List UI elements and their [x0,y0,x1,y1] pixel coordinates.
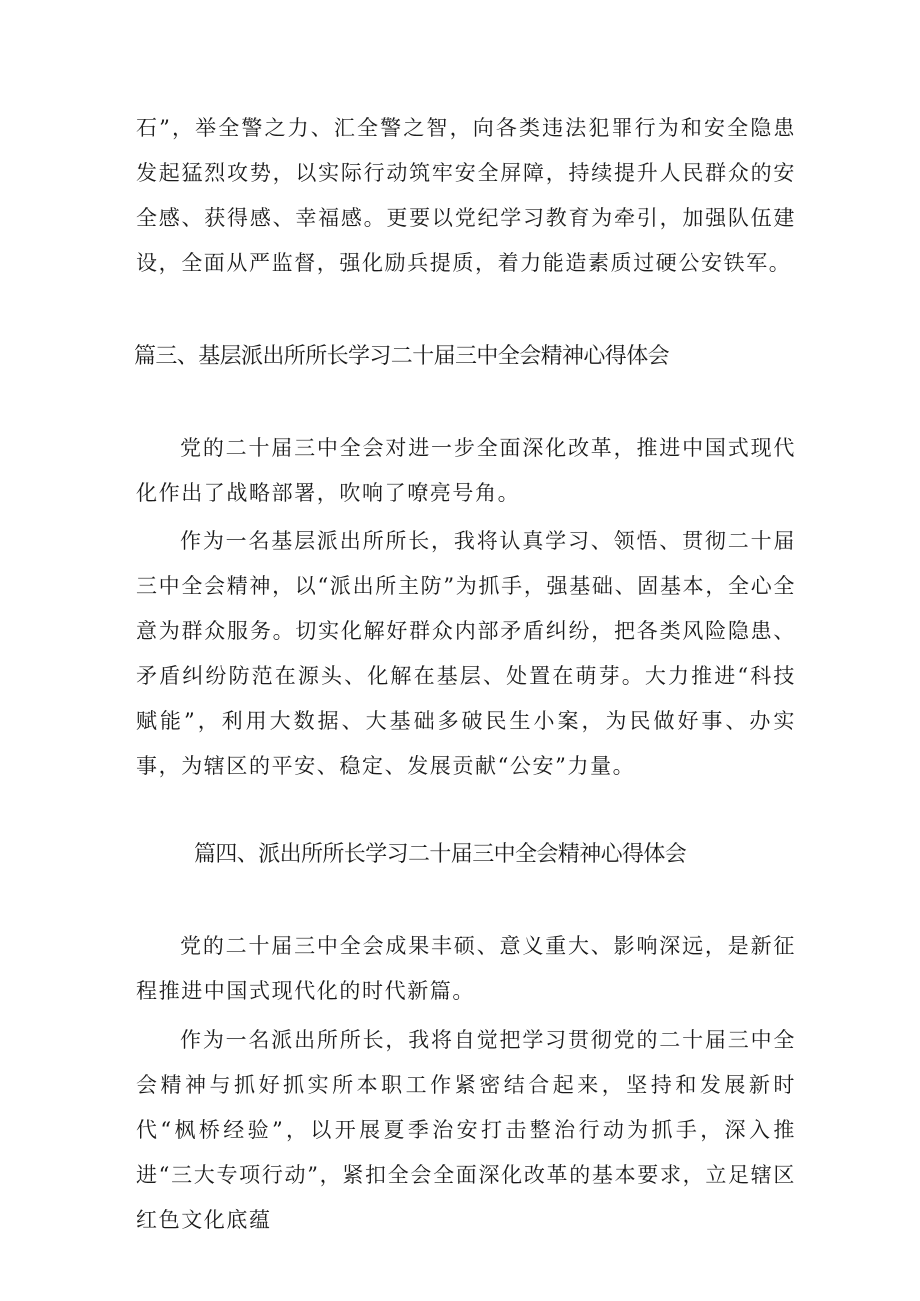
continued-paragraph: 石”，举全警之力、汇全警之智，向各类违法犯罪行为和安全隐患发起猛烈攻势，以实际行动筑牢安全屏障，持续提升人民群众的安全感、获得感、幸福感。更要以党纪学习教育为牵引，加强队伍建设，全面从严监督，强化励兵提质，着力能造素质过硬公安铁军。 [136,116,796,275]
section-three-paragraph-2: 作为一名基层派出所所长，我将认真学习、领悟、贯彻二十届三中全会精神，以“派出所主防”为抓手，强基础、固基本，全心全意为群众服务。切实化解好群众内部矛盾纠纷，把各类风险隐患、矛盾纠纷防范在源头、化解在基层、处置在萌芽。大力推进“科技赋能”，利用大数据、大基础多破民生小案，为民做好事、办实事，为辖区的平安、稳定、发展贡献“公安”力量。 [136,529,796,778]
section-four-paragraph-1: 党的二十届三中全会成果丰硕、意义重大、影响深远，是新征程推进中国式现代化的时代新篇。 [136,934,796,1003]
section-four-paragraph-2: 作为一名派出所所长，我将自觉把学习贯彻党的二十届三中全会精神与抓好抓实所本职工作紧密结合起来，坚持和发展新时代“枫桥经验”，以开展夏季治安打击整治行动为抓手，深入推进“三大专项行动”，紧扣全会全面深化改革的基本要求，立足辖区红色文化底蕴 [136,1028,796,1232]
section-four-heading: 篇四、派出所所长学习二十届三中全会精神心得体会 [194,842,687,867]
section-three-heading: 篇三、基层派出所所长学习二十届三中全会精神心得体会 [134,344,670,369]
section-three-paragraph-1: 党的二十届三中全会对进一步全面深化改革，推进中国式现代化作出了战略部署，吹响了嘹亮号角。 [136,436,796,505]
